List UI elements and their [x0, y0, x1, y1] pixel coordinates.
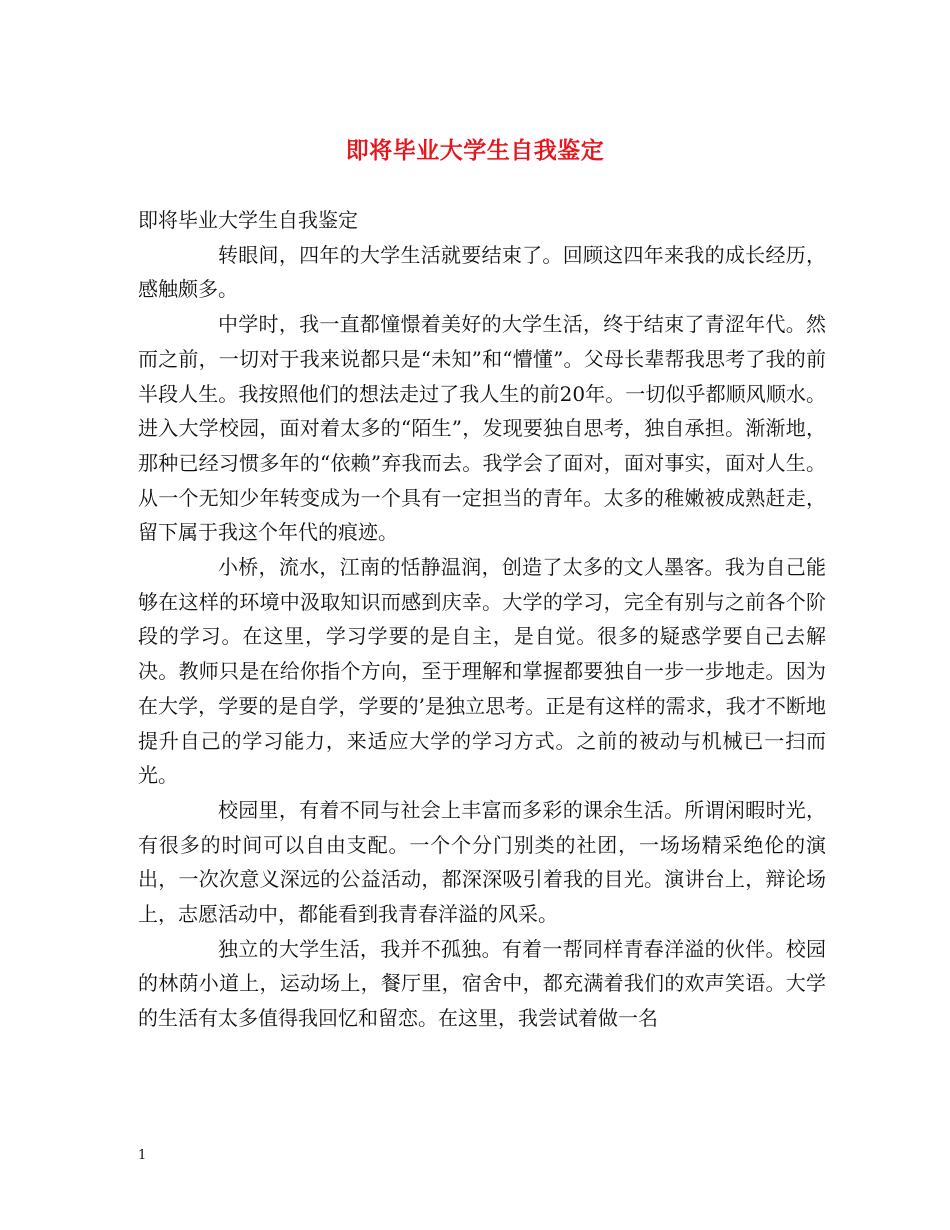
page-number: 1 — [138, 1148, 147, 1163]
paragraph: 校园里，有着不同与社会上丰富而多彩的课余生活。所谓闲暇时光，有很多的时间可以自由支配。一个个分门别类的社团，一场场精采绝伦的演出，一次次意义深远的公益活动，都深深吸引着我的目光。演讲台上，辩论场上，志愿活动中，都能看到我青春洋溢的风采。 — [138, 797, 826, 927]
heading-line: 即将毕业大学生自我鉴定 — [138, 208, 358, 232]
document-title: 即将毕业大学生自我鉴定 — [345, 137, 605, 164]
paragraph: 独立的大学生活，我并不孤独。有着一帮同样青春洋溢的伙伴。校园的林荫小道上，运动场上，餐厅里，宿舍中，都充满着我们的欢声笑语。大学的生活有太多值得我回忆和留恋。在这里，我尝试着做一名 — [138, 936, 826, 1031]
paragraph: 小桥，流水，江南的恬静温润，创造了太多的文人墨客。我为自己能够在这样的环境中汲取知识而感到庆幸。大学的学习，完全有别与之前各个阶段的学习。在这里，学习学要的是自主，是自觉。很多的疑惑学要自己去解决。教师只是在给你指个方向，至于理解和掌握都要独自一步一步地走。因为在大学，学要的是自学，学要的’是独立思考。正是有这样的需求，我才不断地提升自己的学习能力，来适应大学的学习方式。之前的被动与机械已一扫而光。 — [138, 555, 826, 788]
paragraph: 中学时，我一直都憧憬着美好的大学生活，终于结束了青涩年代。然而之前，一切对于我来说都只是“未知”和“懵懂”。父母长辈帮我思考了我的前半段人生。我按照他们的想法走过了我人生的前20年。一切似乎都顺风顺水。进入大学校园，面对着太多的“陌生”，发现要独自思考，独自承担。渐渐地，那种已经习惯多年的“依赖”弃我而去。我学会了面对，面对事实，面对人生。从一个无知少年转变成为一个具有一定担当的青年。太多的稚嫩被成熟赶走，留下属于我这个年代的痕迹。 — [138, 312, 826, 545]
paragraph: 转眼间，四年的大学生活就要结束了。回顾这四年来我的成长经历，感触颇多。 — [138, 242, 826, 302]
document-body — [138, 203, 826, 1036]
